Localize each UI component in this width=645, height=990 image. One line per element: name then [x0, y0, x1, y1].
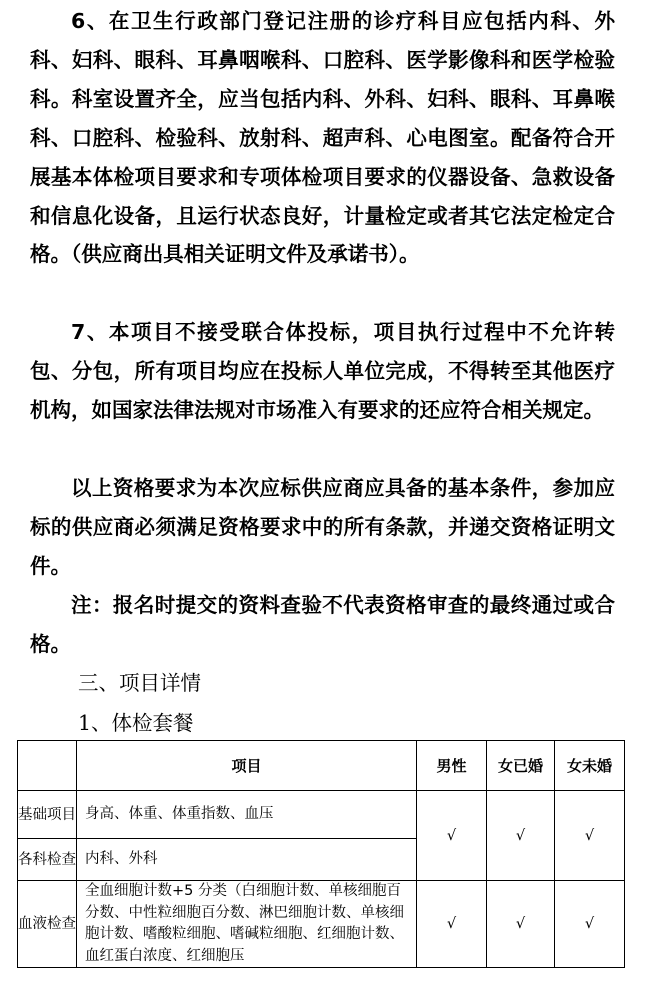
category-cell: 血液检查	[18, 881, 77, 968]
category-cell: 基础项目	[18, 791, 77, 839]
table-header-row	[18, 741, 625, 791]
section-heading: 三、项目详情	[78, 671, 201, 695]
items-cell: 全血细胞计数+5 分类（白细胞计数、单核细胞百分数、中性粒细胞百分数、淋巴细胞计数、单核细胞计数、嗜酸粒细胞、嗜碱粒细胞、红细胞计数、血红蛋白浓度、红细胞压	[85, 883, 404, 964]
sub-heading: 1、体检套餐	[78, 711, 194, 735]
header-female-unmarried: 女未婚	[555, 741, 625, 791]
table-row	[18, 881, 625, 968]
items-cell: 身高、体重、体重指数、血压	[77, 791, 417, 839]
check-mark-male: √	[417, 791, 487, 881]
header-male: 男性	[417, 741, 487, 791]
category-cell: 各科检查	[18, 839, 77, 881]
items-cell-wrapper	[77, 881, 417, 968]
paragraph-item-6: 6、在卫生行政部门登记注册的诊疗科目应包括内科、外科、妇科、眼科、耳鼻咽喉科、口腔科、医学影像科和医学检验科。科室设置齐全，应当包括内科、外科、妇科、眼科、耳鼻喉科、口腔科、检验科、放射科、超声科、心电图室。配备符合开展基本体检项目要求和专项体检项目要求的仪器设备、急救设备和信息化设备，且运行状态良好，计量检定或者其它法定检定合格。（供应商出具相关证明文件及承诺书）。	[30, 9, 615, 267]
check-mark-female-unmarried: √	[555, 791, 625, 881]
header-category	[18, 741, 77, 791]
check-mark-female-married: √	[487, 881, 555, 968]
header-female-married: 女已婚	[487, 741, 555, 791]
paragraph-qualification-summary: 以上资格要求为本次应标供应商应具备的基本条件，参加应标的供应商必须满足资格要求中的所有条款，并递交资格证明文件。	[30, 476, 615, 578]
checkup-package-table	[17, 740, 625, 968]
check-mark-female-unmarried: √	[555, 881, 625, 968]
check-mark-female-married: √	[487, 791, 555, 881]
header-item: 项目	[77, 741, 417, 791]
items-cell: 内科、外科	[77, 839, 417, 881]
table-row	[18, 791, 625, 839]
paragraph-note: 注：报名时提交的资料查验不代表资格审查的最终通过或合格。	[30, 593, 615, 656]
paragraph-item-7: 7、本项目不接受联合体投标，项目执行过程中不允许转包、分包，所有项目均应在投标人单位完成，不得转至其他医疗机构，如国家法律法规对市场准入有要求的还应符合相关规定。	[30, 320, 615, 422]
check-mark-male: √	[417, 881, 487, 968]
